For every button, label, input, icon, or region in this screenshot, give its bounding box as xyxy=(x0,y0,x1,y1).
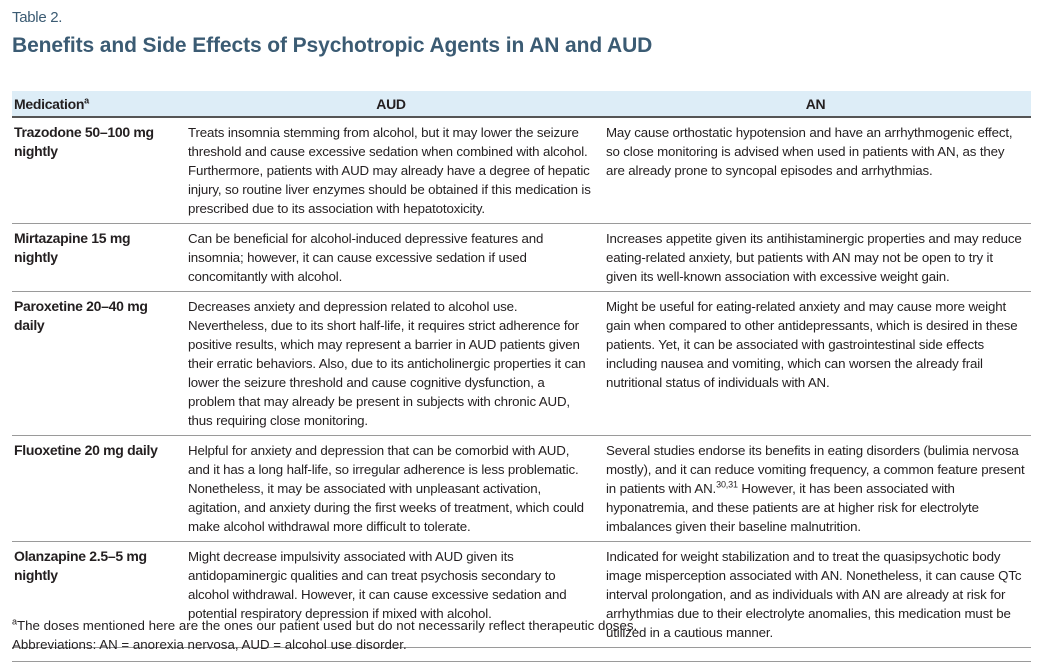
table-title: Benefits and Side Effects of Psychotropic Agents in AN and AUD xyxy=(12,34,653,57)
bottom-rule xyxy=(12,661,1031,662)
medication-cell: Trazodone 50–100 mg nightly xyxy=(12,117,182,224)
citation: 30,31 xyxy=(716,479,738,490)
an-cell xyxy=(600,436,1031,542)
table-label: Table 2. xyxy=(12,9,63,26)
an-cell xyxy=(600,292,1031,436)
header-medication xyxy=(12,91,182,117)
an-cell xyxy=(600,542,1031,648)
header-medication-label: Medication xyxy=(14,95,85,112)
footnote-marker: a xyxy=(12,616,18,627)
medication-cell: Paroxetine 20–40 mg daily xyxy=(12,292,182,436)
medication-cell: Olanzapine 2.5–5 mg nightly xyxy=(12,542,182,648)
an-text: Might be useful for eating-related anxiety and may cause more weight gain when compared to other antidepressants, which is desired in these patients. Yet, it can be associated with gastrointestinal side effects including nausea and vomiting, which can worsen the already frail nutritional status of individuals with AN. xyxy=(606,299,1018,390)
an-text-continued: However, it has been associated with hyponatremia, and these patients are at higher risk for electrolyte imbalances given their baseline malnutrition. xyxy=(606,481,979,534)
medication-cell: Fluoxetine 20 mg daily xyxy=(12,436,182,542)
an-cell xyxy=(600,117,1031,224)
aud-cell: Can be beneficial for alcohol-induced depressive features and insomnia; however, it can cause excessive sedation if used concomitantly with alcohol. xyxy=(182,224,600,292)
aud-cell: Helpful for anxiety and depression that can be comorbid with AUD, and it has a long half-life, so irregular adherence is less problematic. Nonetheless, it may be associated with unpleasant activation, agitation, and anxiety during the first weeks of treatment, which could make alcohol withdrawal more difficult to tolerate. xyxy=(182,436,600,542)
abbreviations: Abbreviations: AN = anorexia nervosa, AUD = alcohol use disorder. xyxy=(12,637,407,652)
table-row xyxy=(12,292,1031,436)
table-row xyxy=(12,117,1031,224)
header-an: AN xyxy=(600,91,1031,117)
an-text: May cause orthostatic hypotension and have an arrhythmogenic effect, so close monitoring is advised when used in patients with AN, as they are already prone to syncopal episodes and arrhythmias. xyxy=(606,125,1013,178)
aud-cell: Might decrease impulsivity associated with AUD given its antidopaminergic qualities and can treat psychosis secondary to alcohol withdrawal. However, it can cause excessive sedation and potential respiratory depression if mixed with alcohol. xyxy=(182,542,600,648)
footnote-marker: a xyxy=(84,94,89,105)
an-text: Indicated for weight stabilization and to treat the quasipsychotic body image misperception associated with AN. Nonetheless, it can cause QTc interval prolongation, and as individuals with AN are already at risk for arrhythmias due to their electrolyte anomalies, this medication must be utilized in a cautious manner. xyxy=(606,549,1022,640)
an-cell xyxy=(600,224,1031,292)
aud-cell: Treats insomnia stemming from alcohol, but it may lower the seizure threshold and cause excessive sedation when combined with alcohol. Furthermore, patients with AUD may already have a degree of hepatic injury, so routine liver enzymes should be obtained if this medication is prescribed due to its association with hepatotoxicity. xyxy=(182,117,600,224)
aud-cell: Decreases anxiety and depression related to alcohol use. Nevertheless, due to its short half-life, it requires strict adherence for positive results, which may represent a barrier in AUD patients given their erratic behaviors. Also, due to its anticholinergic properties it can lower the seizure threshold and cause cognitive dysfunction, a problem that may already be present in subjects with chronic AUD, thus requiring close monitoring. xyxy=(182,292,600,436)
footnote-text: The doses mentioned here are the ones our patient used but do not necessarily reflect therapeutic doses. xyxy=(17,618,638,633)
medication-table xyxy=(12,91,1031,648)
table-header-row xyxy=(12,91,1031,117)
header-aud: AUD xyxy=(182,91,600,117)
an-text: Several studies endorse its benefits in eating disorders (bulimia nervosa mostly), and it can reduce vomiting frequency, a common feature present in patients with AN. xyxy=(606,443,1025,496)
table-row xyxy=(12,224,1031,292)
medication-cell: Mirtazapine 15 mg nightly xyxy=(12,224,182,292)
table-row xyxy=(12,436,1031,542)
an-text: Increases appetite given its antihistaminergic properties and may reduce eating-related anxiety, but patients with AN may not be open to try it given its well-known association with excessive weight gain. xyxy=(606,231,1022,284)
footnote-a xyxy=(12,617,637,635)
